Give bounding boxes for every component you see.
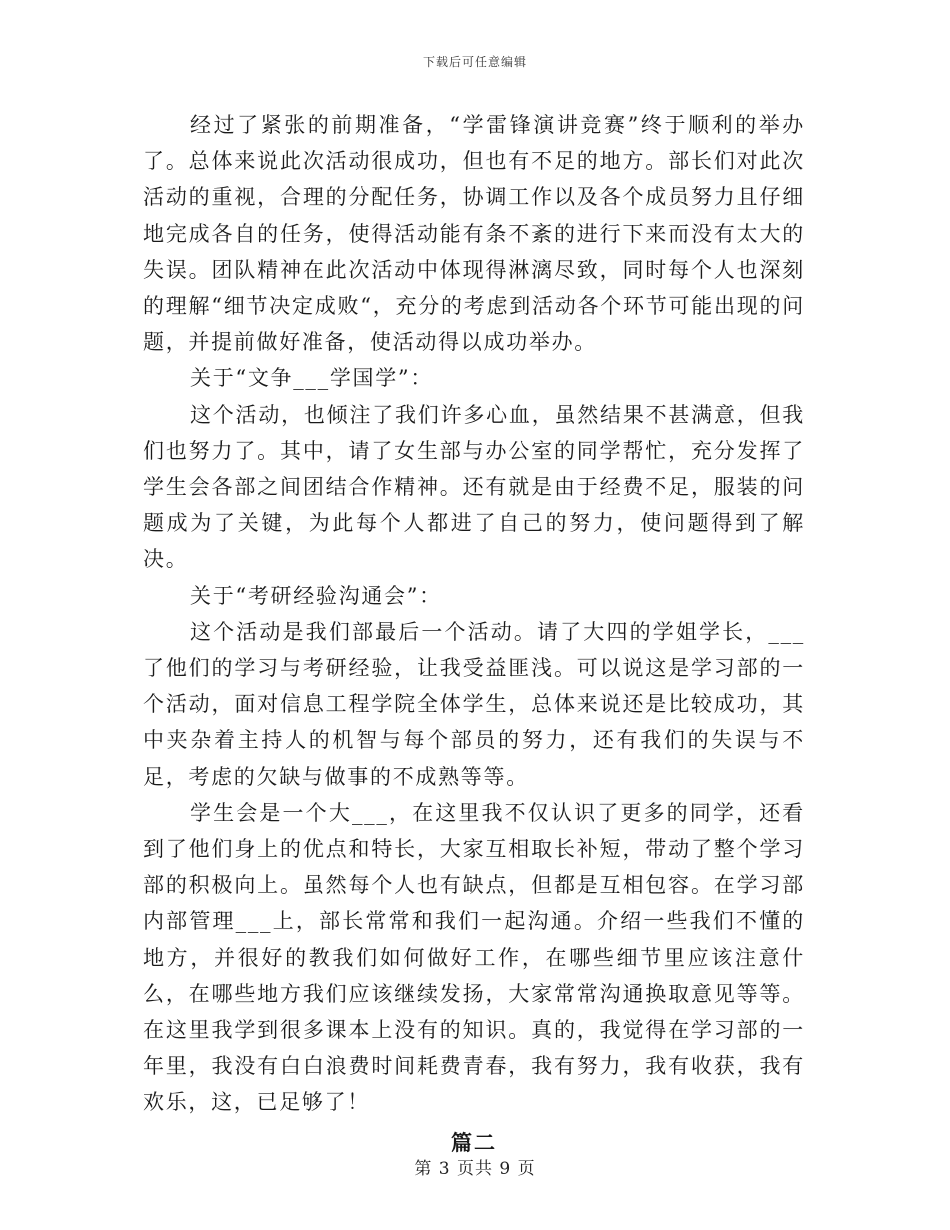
section-title: 篇二 xyxy=(451,1130,497,1155)
paragraph-guoxue: 这个活动，也倾注了我们许多心血，虽然结果不甚满意，但我们也努力了。其中，请了女生部与办公室的同学帮忙，充分发挥了学生会各部之间团结合作精神。还有就是由于经费不足，服装的问题成为了关键，为此每个人都进了自己的努力，使问题得到了解决。 xyxy=(143,402,805,572)
paragraph-heading-guoxue: 关于“文争___学国学”： xyxy=(190,366,434,391)
paragraph-heading-kaoyan: 关于“考研经验沟通会”： xyxy=(190,583,442,608)
page-header: 下载后可任意编辑 xyxy=(422,55,527,69)
document-body xyxy=(143,107,805,1163)
paragraph-kaoyan: 这个活动是我们部最后一个活动。请了大四的学姐学长，___了他们的学习与考研经验，让我受益匪浅。可以说这是学习部的一个活动，面对信息工程学院全体学生，总体来说还是比较成功，其中夹杂着主持人的机智与每个部员的努力，还有我们的失误与不足，考虑的欠缺与做事的不成熟等等。 xyxy=(143,619,805,789)
paragraph-summary: 经过了紧张的前期准备，“学雷锋演讲竞赛”终于顺利的举办了。总体来说此次活动很成功，但也有不足的地方。部长们对此次活动的重视，合理的分配任务，协调工作以及各个成员努力且仔细地完成各自的任务，使得活动能有条不紊的进行下来而没有太大的失误。团队精神在此次活动中体现得淋漓尽致，同时每个人也深刻的理解“细节决定成败“，充分的考虑到活动各个环节可能出现的问题，并提前做好准备，使活动得以成功举办。 xyxy=(143,113,805,355)
page-footer: 第 3 页共 9 页 xyxy=(414,1159,536,1179)
paragraph-student-union: 学生会是一个大___，在这里我不仅认识了更多的同学，还看到了他们身上的优点和特长，大家互相取长补短，带动了整个学习部的积极向上。虽然每个人也有缺点，但都是互相包容。在学习部内部管理___上，部长常常和我们一起沟通。介绍一些我们不懂的地方，并很好的教我们如何做好工作，在哪些细节里应该注意什么，在哪些地方我们应该继续发扬，大家常常沟通换取意见等等。在这里我学到很多课本上没有的知识。真的，我觉得在学习部的一年里，我没有白白浪费时间耗费青春，我有努力，我有收获，我有欢乐，这，已足够了！ xyxy=(143,800,805,1115)
